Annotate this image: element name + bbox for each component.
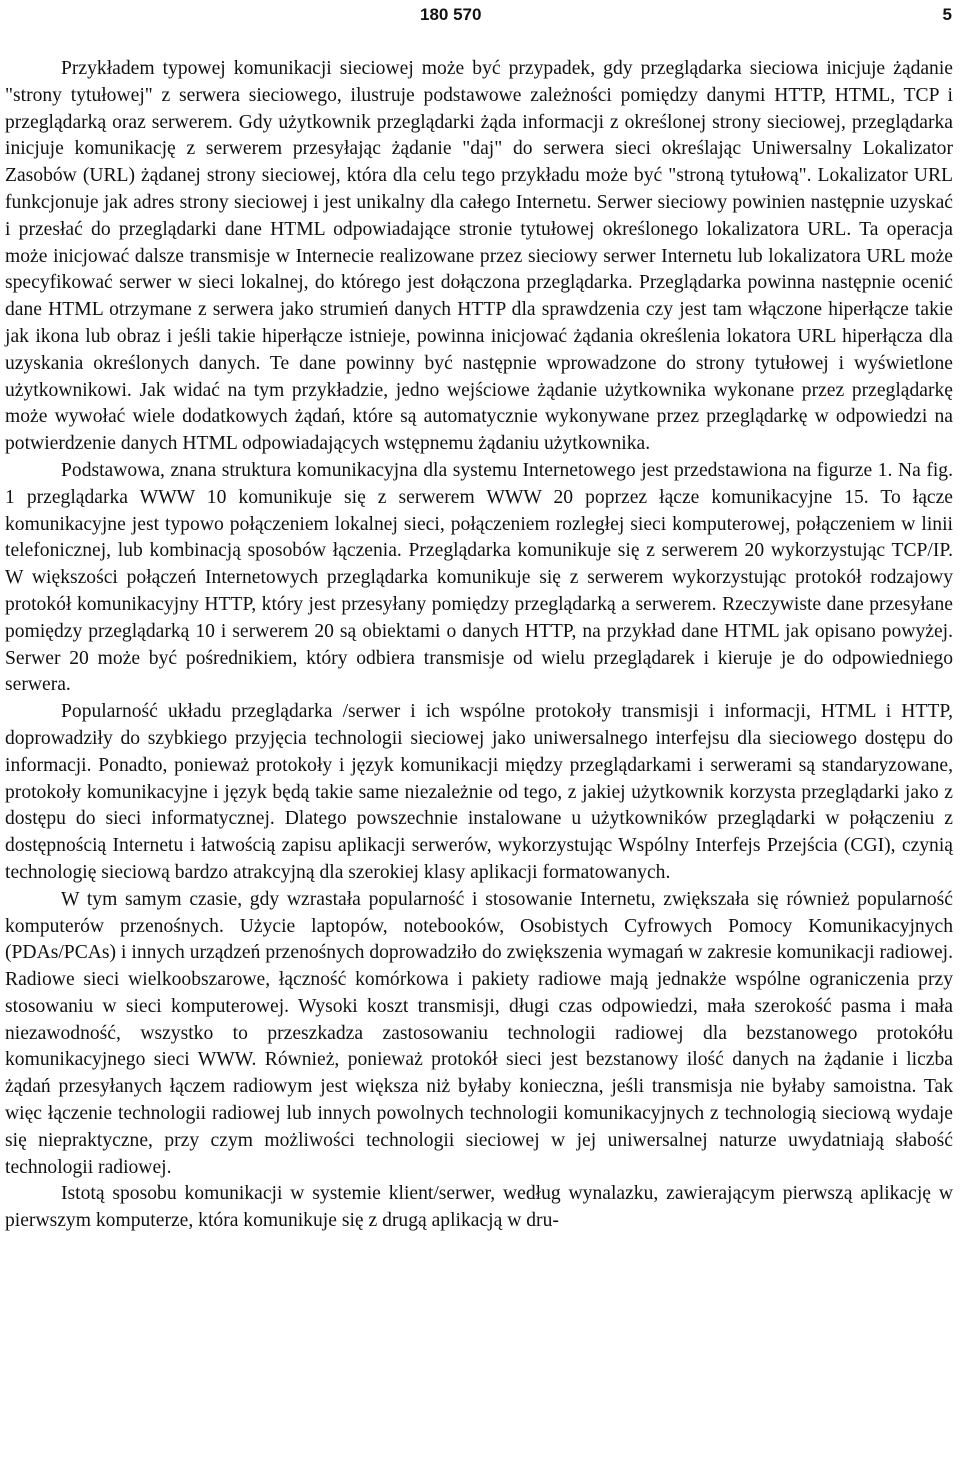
paragraph-2: Podstawowa, znana struktura komunikacyjna dla systemu Internetowego jest przedstawiona na figurze 1. Na fig. 1 przeglądarka WWW 10 komunikuje się z serwerem WWW 20 poprzez łącze komunikacyjne 15. To łącze komunikacyjne jest typowo połączeniem lokalnej sieci, połączeniem rozległej sieci komputerowej, połączeniem w linii telefonicznej, lub kombinacją sposobów łączenia. Przeglądarka komunikuje się z serwerem 20 wykorzystując TCP/IP. W większości połączeń Internetowych przeglądarka komunikuje się z serwerem wykorzystując protokół rodzajowy protokół komunikacyjny HTTP, który jest przesyłany pomiędzy przeglądarką a serwerem. Rzeczywiste dane przesyłane pomiędzy przeglądarką 10 i serwerem 20 są obiektami o danych HTTP, na przykład dane HTML jak opisano powyżej. Serwer 20 może być pośrednikiem, który odbiera transmisje od wielu przeglądarek i kieruje je do odpowiedniego serwera. [5, 459, 953, 696]
paragraph-4: W tym samym czasie, gdy wzrastała popularność i stosowanie Internetu, zwiększała się również popularność komputerów przenośnych. Użycie laptopów, notebooków, Osobistych Cyfrowych Pomocy Komunikacyjnych (PDAs/PCAs) i innych urządzeń przenośnych doprowadziło do zwiększenia wymagań w zakresie komunikacji radiowej. Radiowe sieci wielkoobszarowe, łączność komórkowa i pakiety radiowe mają jednakże wspólne ograniczenia przy stosowaniu w sieci komputerowej. Wysoki koszt transmisji, długi czas odpowiedzi, mała szerokość pasma i mała niezawodność, wszystko to przeszkadza zastosowaniu technologii radiowej dla bezstanowego protokółu komunikacyjnego sieci WWW. Również, ponieważ protokół sieci jest bezstanowy ilość danych na żądanie i liczba żądań przesyłanych łączem radiowym jest większa niż byłaby konieczna, jeśli transmisja nie byłaby samoistna. Tak więc łączenie technologii radiowej lub innych powolnych technologii komunikacyjnych z technologią sieciową wydaje się niepraktyczne, przy czym możliwości technologii sieciowej w jej uniwersalnej naturze uwydatniają słabość technologii radiowej. [5, 888, 953, 1178]
page-header [0, 2, 960, 28]
paragraph-5: Istotą sposobu komunikacji w systemie klient/serwer, według wynalazku, zawierającym pierwszą aplikację w pierwszym komputerze, która komunikuje się z drugą aplikacją w dru- [5, 1183, 953, 1232]
body-text [5, 56, 953, 1235]
paragraph-1: Przykładem typowej komunikacji sieciowej może być przypadek, gdy przeglądarka sieciowa inicjuje żądanie "strony tytułowej" z serwera sieciowego, ilustruje podstawowe zależności pomiędzy danymi HTTP, HTML, TCP i przeglądarką oraz serwerem. Gdy użytkownik przeglądarki żąda informacji z określonej strony sieciowej, przeglądarka inicjuje komunikację z serwerem przesyłając żądanie "daj" do serwera sieci określając Uniwersalny Lokalizator Zasobów (URL) żądanej strony sieciowej, która dla celu tego przykładu może być "stroną tytułową". Lokalizator URL funkcjonuje jak adres strony sieciowej i jest unikalny dla całego Internetu. Serwer sieciowy powinien następnie uzyskać i przesłać do przeglądarki dane HTML odpowiadające stronie tytułowej określonego lokalizatora URL. Ta operacja może inicjować dalsze transmisje w Internecie realizowane przez sieciowy serwer Internetu lub lokalizatora URL może specyfikować serwer w sieci lokalnej, do którego jest dołączona przeglądarka. Przeglądarka powinna następnie ocenić dane HTML otrzymane z serwera jako strumień danych HTTP dla sprawdzenia czy jest tam włączone hiperłącze takie jak ikona lub obraz i jeśli takie hiperłącze istnieje, powinna inicjować żądania określenia lokatora URL hiperłącza dla uzyskania określonych danych. Te dane powinny być następnie wprowadzone do strony tytułowej i wyświetlone użytkownikowi. Jak widać na tym przykładzie, jedno wejściowe żądanie użytkownika wykonane przez przeglądarkę może wywołać wiele dodatkowych żądań, które są automatycznie wykonywane przez przeglądarkę w odpowiedzi na potwierdzenie danych HTML odpowiadających wstępnemu żądaniu użytkownika. [5, 58, 953, 455]
document-number: 180 570 [420, 5, 482, 24]
page-number: 5 [942, 5, 952, 24]
paragraph-3: Popularność układu przeglądarka /serwer i ich wspólne protokoły transmisji i informacji, HTML i HTTP, doprowadziły do szybkiego przyjęcia technologii sieciowej jako uniwersalnego interfejsu dla sieciowego dostępu do informacji. Ponadto, ponieważ protokoły i język komunikacji między przeglądarkami i serwerami są standaryzowane, protokoły komunikacyjne i język będą takie same niezależnie od tego, z jakiej użytkownik korzysta przeglądarki jako z dostępu do sieci informatycznej. Dlatego powszechnie instalowane u użytkowników przeglądarki w połączeniu z dostępnością Internetu i łatwością zapisu aplikacji serwerów, wykorzystując Wspólny Interfejs Przejścia (CGI), czynią technologię sieciową bardzo atrakcyjną dla szerokiej klasy aplikacji formatowanych. [5, 701, 953, 883]
